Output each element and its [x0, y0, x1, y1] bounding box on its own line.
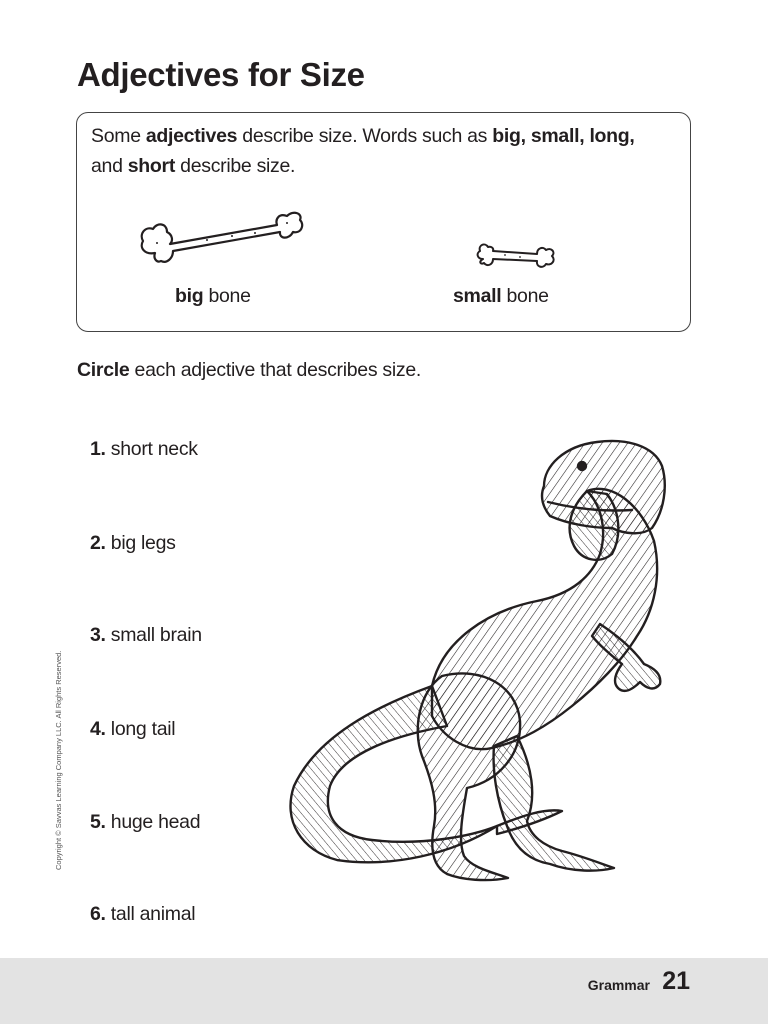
caption-noun: bone [501, 285, 549, 307]
intro-text [91, 121, 691, 181]
intro-keyword: adjectives [145, 125, 238, 147]
item-text[interactable]: small brain [105, 624, 202, 646]
caption-adjective: big [175, 285, 204, 307]
copyright-notice: Copyright © Savvas Learning Company LLC. All Rights Reserved. [54, 650, 63, 870]
exercise-item-1 [90, 438, 198, 461]
intro-text-part: Some [91, 125, 146, 147]
big-bone-caption [175, 285, 251, 308]
item-text[interactable]: huge head [105, 811, 201, 833]
page-title: Adjectives for Size [77, 56, 365, 93]
intro-keyword: short [127, 155, 176, 177]
caption-adjective: small [453, 285, 502, 307]
item-number: 1. [90, 438, 106, 460]
directions [77, 359, 421, 382]
big-bone-illustration [137, 201, 305, 269]
item-number: 4. [90, 718, 106, 740]
directions-text: each adjective that describes size. [129, 359, 422, 381]
exercise-item-4 [90, 718, 175, 741]
intro-text-part: describe size. [175, 155, 296, 177]
intro-box [76, 112, 691, 332]
intro-text-part: and [91, 155, 128, 177]
item-text[interactable]: short neck [105, 438, 198, 460]
small-bone-illustration [475, 239, 557, 273]
intro-keyword: big, small, long, [492, 125, 635, 147]
item-text[interactable]: big legs [105, 532, 176, 554]
item-text[interactable]: tall animal [105, 903, 196, 925]
exercise-item-2 [90, 532, 176, 555]
item-number: 6. [90, 903, 106, 925]
directions-verb: Circle [77, 359, 130, 381]
exercise-item-5 [90, 811, 200, 834]
item-number: 5. [90, 811, 106, 833]
exercise-item-6 [90, 903, 195, 926]
page-number: 21 [662, 967, 690, 995]
footer-band [0, 958, 768, 1024]
intro-text-part: describe size. Words such as [237, 125, 493, 147]
caption-noun: bone [203, 285, 251, 307]
exercise-item-3 [90, 624, 202, 647]
dinosaur-illustration [282, 436, 678, 892]
item-number: 3. [90, 624, 106, 646]
small-bone-caption [453, 285, 549, 308]
item-text[interactable]: long tail [105, 718, 176, 740]
footer-section: Grammar [587, 977, 650, 993]
item-number: 2. [90, 532, 106, 554]
